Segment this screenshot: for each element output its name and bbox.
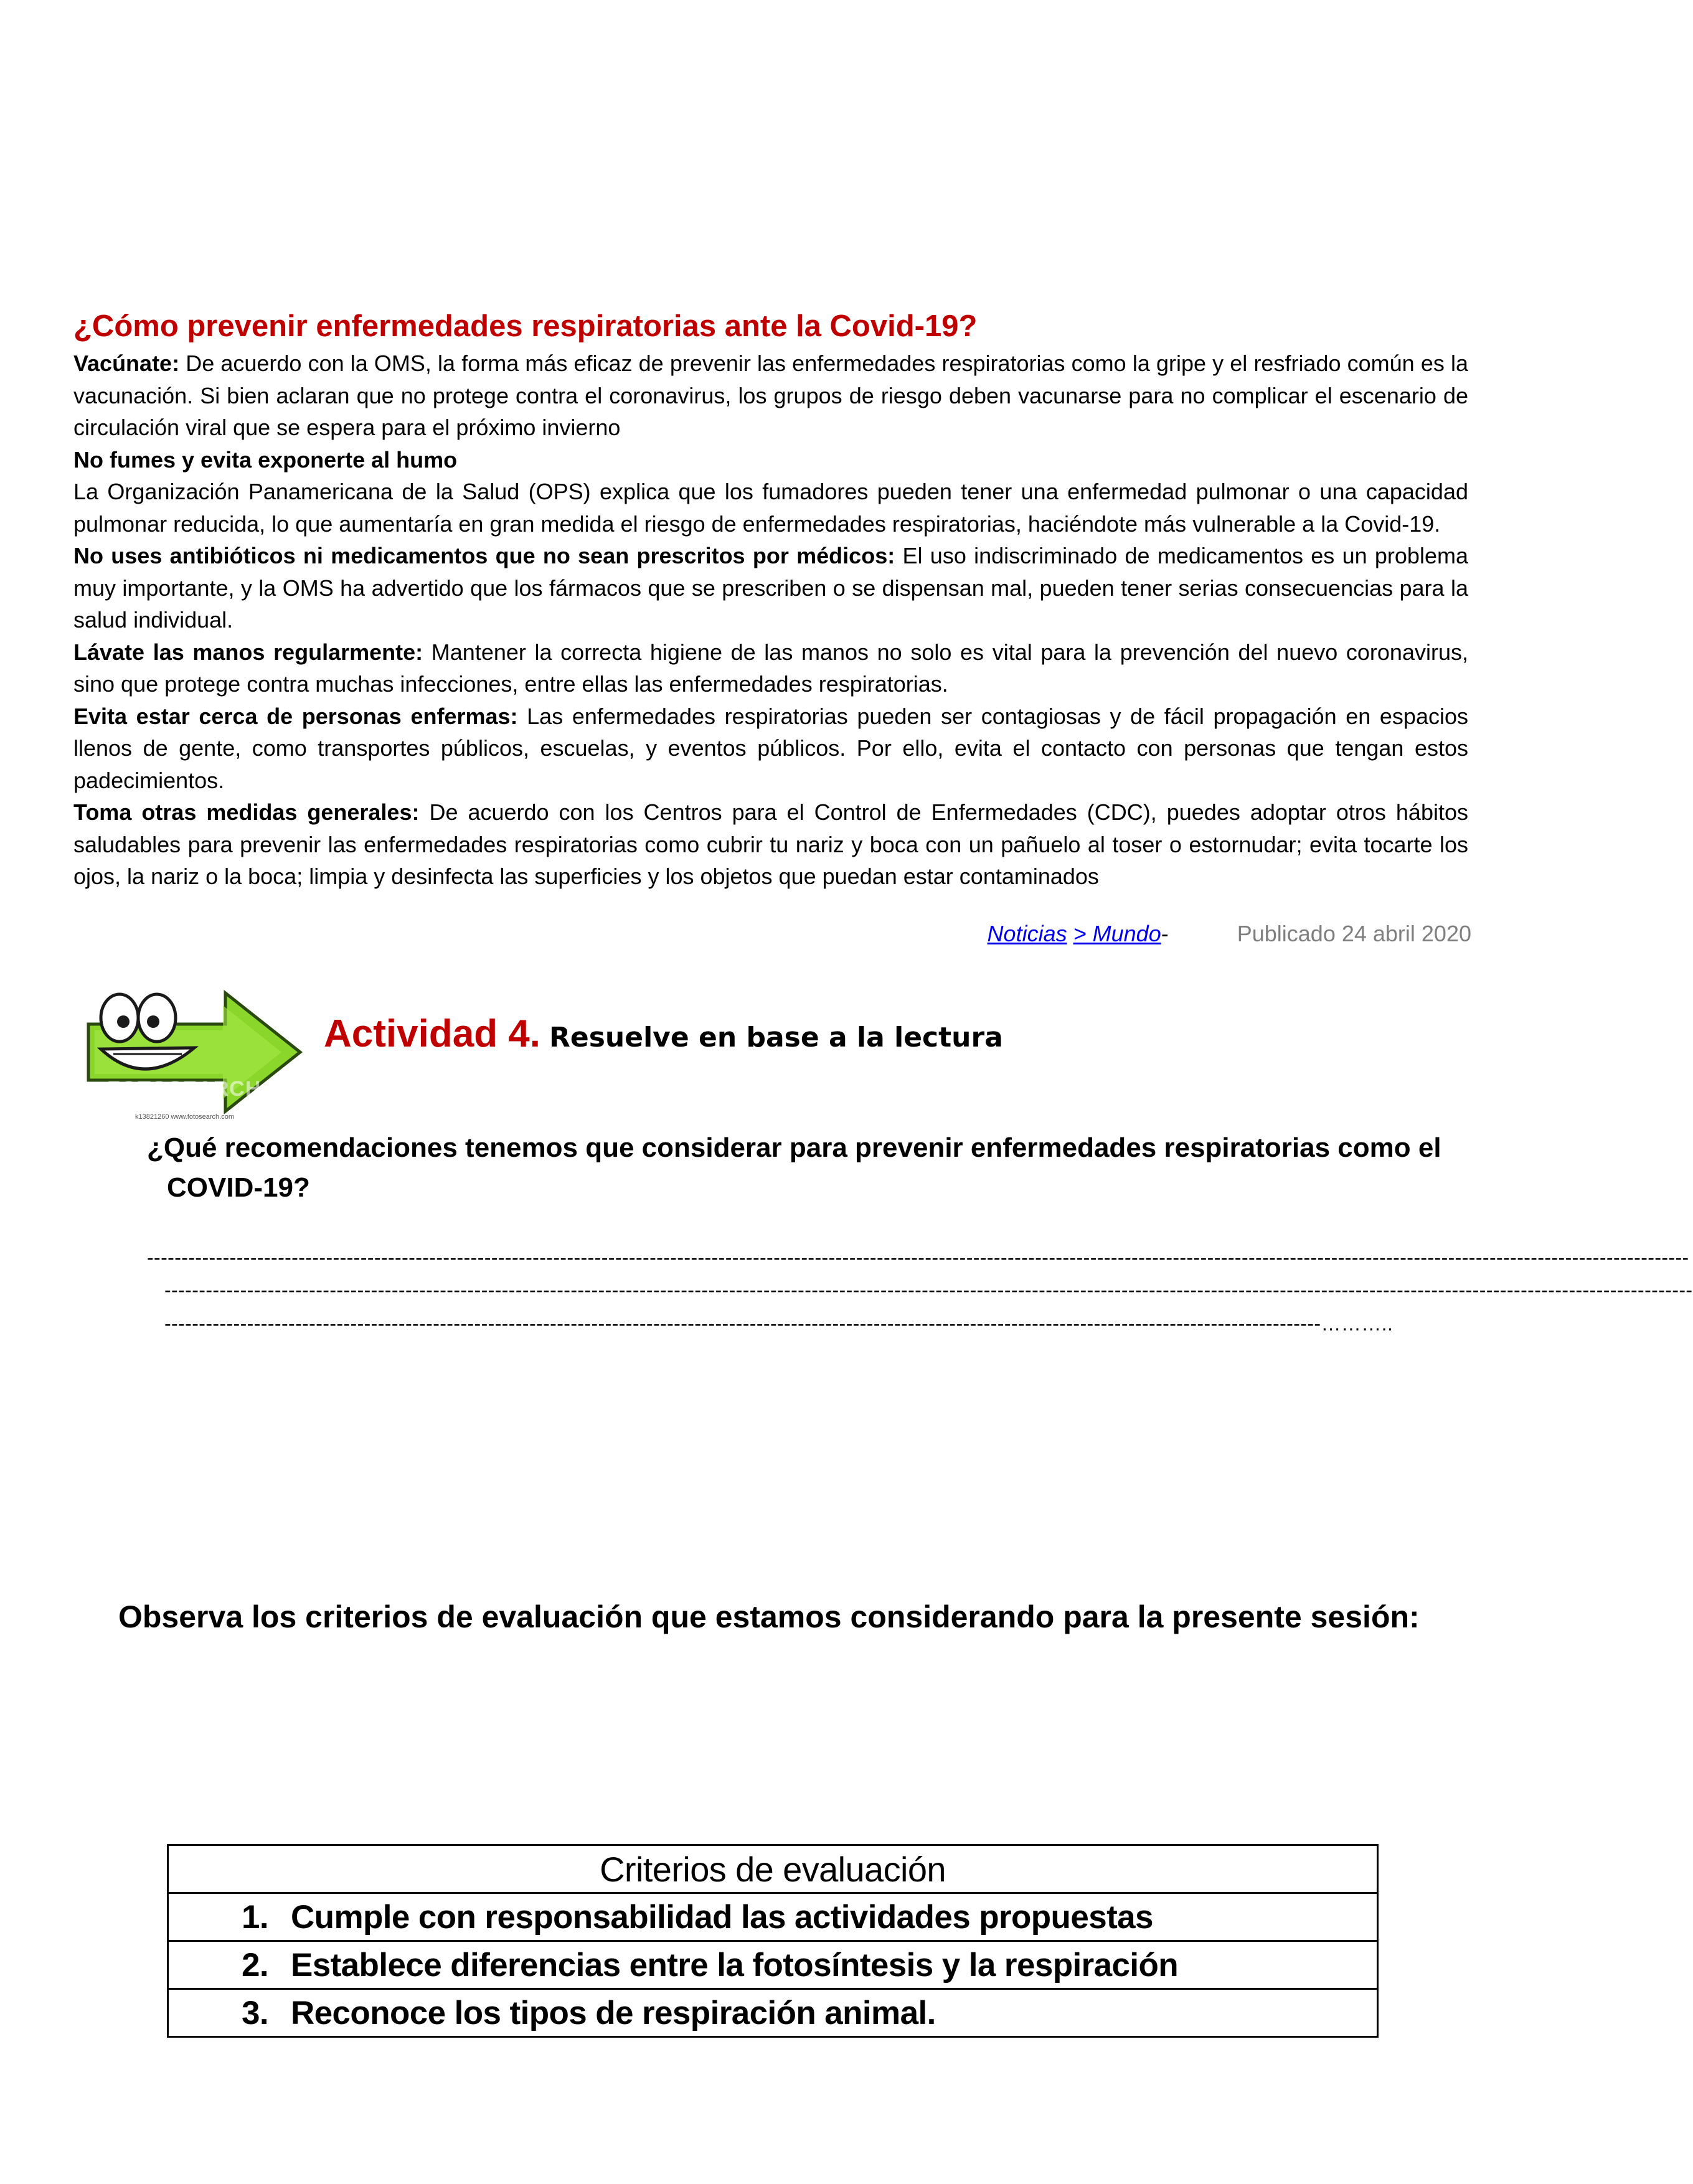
- question-line-1: ¿Qué recomendaciones tenemos que considerar para prevenir enfermedades respiratorias como el: [147, 1132, 1441, 1163]
- activity-question: [147, 1128, 1461, 1208]
- paragraph-heading: Evita estar cerca de personas enfermas:: [73, 703, 518, 729]
- activity-subtitle: Resuelve en base a la lectura: [549, 1022, 1003, 1053]
- answer-line-3: ------------------------------------------------------------------------------------------------------------------------------------------------------------------------………..: [164, 1312, 1394, 1335]
- paragraph-text: De acuerdo con la OMS, la forma más eficaz de prevenir las enfermedades respiratorias como la gripe y el resfriado común es la vacunación. Si bien aclaran que no protege contra el coronavirus, los grupos de riesgo deben vacunarse para no complicar el escenario de circulación viral que se espera para el próximo invierno: [73, 351, 1468, 440]
- published-date: Publicado 24 abril 2020: [1237, 921, 1471, 946]
- paragraph-vaccinate: [73, 347, 1468, 444]
- criteria-number: 3.: [241, 1994, 268, 2031]
- paragraph-text: Las enfermedades respiratorias pueden ser contagiosas y de fácil propagación en espacios llenos de gente, como transportes públicos, escuelas, y eventos públicos. Por ello, evita el contacto con personas que tengan estos padecimientos.: [73, 703, 1468, 793]
- criteria-number: 2.: [241, 1946, 268, 1984]
- activity-title: Actividad 4.: [324, 1012, 540, 1055]
- paragraph-heading: Toma otras medidas generales:: [73, 799, 420, 825]
- paragraph-text: El uso indiscriminado de medicamentos es un problema muy importante, y la OMS ha advertido que los fármacos que se prescriben o se dispensan mal, pueden tener serias consecuencias para la salud individual.: [73, 543, 1468, 633]
- answer-line-2: ------------------------------------------------------------------------------------------------------------------------------------------------------------------------------------------------------------------------------: [164, 1279, 1693, 1301]
- paragraph-text: Mantener la correcta higiene de las manos no solo es vital para la prevención del nuevo coronavirus, sino que protege contra muchas infecciones, entre ellas las enfermedades respiratorias.: [73, 639, 1468, 697]
- image-watermark: FOTOSEARCH: [107, 1077, 262, 1101]
- criteria-text: Reconoce los tipos de respiración animal.: [291, 1994, 936, 2031]
- article-body: [73, 347, 1468, 893]
- paragraph-heading: No fumes y evita exponerte al humo: [73, 446, 458, 473]
- paragraph-wash-hands: [73, 636, 1468, 700]
- paragraph-no-smoke-heading: [73, 444, 1468, 476]
- answer-line-1: --------------------------------------------------------------------------------------------------------------------------------------------------------------------------------------------------------------------------------: [147, 1246, 1689, 1269]
- criteria-item: [168, 1941, 1378, 1989]
- criteria-number: 1.: [241, 1898, 268, 1936]
- table-row: [168, 1941, 1378, 1989]
- paragraph-text: De acuerdo con los Centros para el Control de Enfermedades (CDC), puedes adoptar otros hábitos saludables para prevenir las enfermedades respiratorias como cubrir tu nariz y boca con un pañuelo al toser o estornudar; evita tocarte los ojos, la nariz o la boca; limpia y desinfecta las superficies y los objetos que puedan estar contaminados: [73, 799, 1468, 889]
- link-mundo[interactable]: > Mundo: [1073, 921, 1161, 946]
- criteria-header: Criterios de evaluación: [168, 1845, 1378, 1893]
- criteria-text: Cumple con responsabilidad las actividades propuestas: [291, 1898, 1153, 1936]
- question-line-2: COVID-19?: [167, 1172, 310, 1203]
- source-line: [988, 918, 1471, 950]
- image-caption: k13821260 www.fotosearch.com: [135, 1113, 234, 1121]
- criteria-item: [168, 1893, 1378, 1941]
- page-title: ¿Cómo prevenir enfermedades respiratorias ante la Covid-19?: [73, 309, 978, 343]
- paragraph-antibiotics: [73, 540, 1468, 636]
- activity-heading: [324, 1012, 1003, 1056]
- table-row: [168, 1845, 1378, 1893]
- source-dash: -: [1161, 921, 1169, 946]
- table-row: [168, 1893, 1378, 1941]
- paragraph-avoid-sick: [73, 700, 1468, 797]
- observe-heading: Observa los criterios de evaluación que estamos considerando para la presente sesión:: [118, 1599, 1420, 1634]
- paragraph-heading: Vacúnate:: [73, 351, 180, 376]
- table-row: [168, 1989, 1378, 2037]
- paragraph-general-measures: [73, 796, 1468, 893]
- paragraph-text: La Organización Panamericana de la Salud (OPS) explica que los fumadores pueden tener una enfermedad pulmonar o una capacidad pulmonar reducida, lo que aumentaría en gran medida el riesgo de enfermedades respiratorias, haciéndote más vulnerable a la Covid-19.: [73, 479, 1468, 537]
- paragraph-heading: Lávate las manos regularmente:: [73, 639, 423, 665]
- criteria-item: [168, 1989, 1378, 2037]
- criteria-text: Establece diferencias entre la fotosíntesis y la respiración: [291, 1946, 1179, 1984]
- arrow-mascot-icon: [76, 981, 313, 1124]
- paragraph-no-smoke: [73, 476, 1468, 540]
- link-noticias[interactable]: Noticias: [987, 921, 1067, 946]
- criteria-table: [167, 1844, 1379, 2038]
- paragraph-heading: No uses antibióticos ni medicamentos que no sean prescritos por médicos:: [73, 543, 895, 568]
